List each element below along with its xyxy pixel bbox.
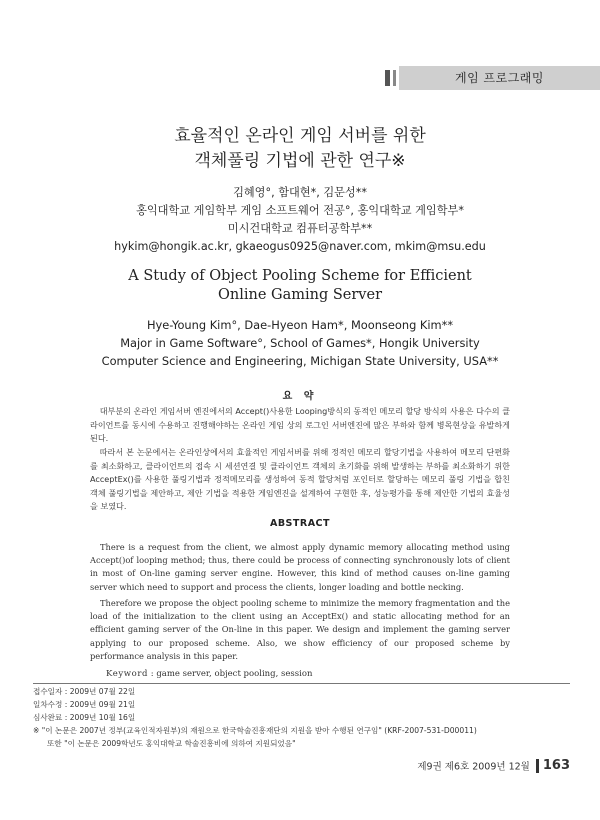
authors-ko-affiliation-1: 홍익대학교 게임학부 게임 소프트웨어 전공°, 홍익대학교 게임학부* <box>136 204 464 217</box>
date-approved: 심사완료 : 2009년 10월 16일 <box>33 713 136 722</box>
section-tab-label: 게임 프로그래밍 <box>399 66 600 90</box>
funding-note-2: 또한 "이 논문은 2009학년도 홍익대학교 학술진흥비에 의하여 지원되었음" <box>47 739 296 748</box>
tab-mark <box>385 70 390 86</box>
abstract-en-heading: ABSTRACT <box>269 518 331 529</box>
authors-ko-names: 김혜영°, 함대현*, 김문성** <box>233 186 367 199</box>
title-en-line-2: Online Gaming Server <box>217 287 383 303</box>
abstract-en-paragraph-2: Therefore we propose the object pooling scheme to minimize the memory fragmentation and the load of the initialization to the client using an AcceptEx() and static allocating method for an efficient gaming server of the On-line in this paper. We design and implement the gaming server applying to our proposed scheme. Also, we show efficiency of our proposed scheme by performance analysis in this paper. <box>90 598 510 661</box>
authors-ko-affiliation-2: 미시건대학교 컴퓨터공학부** <box>227 222 373 235</box>
funding-note-1: ※ "이 논문은 2007년 정부(교육인적자원부)의 재원으로 한국학술진흥재단의 지원을 받아 수행된 연구임" (KRF-2007-531-D00011) <box>33 726 477 735</box>
page-footer <box>417 758 570 773</box>
title-en-line-1: A Study of Object Pooling Scheme for Efficient <box>128 268 472 284</box>
abstract-ko-paragraph-2: 따라서 본 논문에서는 온라인상에서의 효율적인 게임서버를 위해 정적인 메모리 할당기법을 사용하여 메모리 단편화를 최소화하고, 클라이언트의 접속 시 세션연결 및 클라이언트 객체의 초기화를 위해 발생하는 부하를 최소화하기 위한 AcceptEx()를 사용한 풀링기법과 정적메모리를 생성하여 동적 할당처럼 포인터로 할당하는 메모리 풀링 기법을 합친 객체 풀링기법을 제안하고, 제안 기법을 적용한 게임엔진을 설계하여 구현한 후, 성능평가를 통해 제안한 기법의 효율성을 보였다. <box>90 447 510 512</box>
page-number: 163 <box>542 758 570 773</box>
date-received: 접수일자 : 2009년 07월 22일 <box>33 687 136 696</box>
keyword-line <box>106 669 312 679</box>
tab-mark <box>393 70 396 86</box>
abstract-en-paragraph-1: There is a request from the client, we almost apply dynamic memory allocating method using Accept()of looping method; thus, there could be process of connecting synchronously lots of client in most of On-line gaming server engine. However, this kind of method causes on-line gaming server which need to support and process the clients, longer loading and bottle necking. <box>90 542 510 592</box>
date-revised: 일차수정 : 2009년 09월 21일 <box>33 700 136 709</box>
keyword-label: Keyword <box>106 669 149 679</box>
authors-en-affiliation-2: Computer Science and Engineering, Michigan State University, USA** <box>101 354 499 368</box>
authors-en-names: Hye-Young Kim°, Dae-Hyeon Ham*, Moonseong Kim** <box>146 318 454 332</box>
title-ko-line-2: 객체풀링 기법에 관한 연구※ <box>194 151 406 171</box>
keyword-value: : game server, object pooling, session <box>150 669 313 679</box>
authors-en-affiliation-1: Major in Game Software°, School of Games*, Hongik University <box>120 336 480 350</box>
title-ko-line-1: 효율적인 온라인 게임 서버를 위한 <box>174 126 426 146</box>
divider <box>33 683 570 684</box>
footer-bar <box>536 759 539 773</box>
abstract-ko-paragraph-1: 대부분의 온라인 게임서버 엔진에서의 Accept()사용한 Looping방식의 동적인 메모리 할당 방식의 사용은 다수의 클라이언트를 동시에 수용하고 진행해야하는 온라인 게임 상의 로그인 서버엔진에 많은 부하와 함께 병목현상을 유발하게 된다. <box>90 406 510 444</box>
issue-info: 제9권 제6호 2009년 12월 <box>417 761 530 773</box>
authors-emails: hykim@hongik.ac.kr, gkaeogus0925@naver.com, mkim@msu.edu <box>114 240 486 253</box>
abstract-ko-heading: 요 약 <box>282 391 318 402</box>
section-tab <box>385 66 600 90</box>
